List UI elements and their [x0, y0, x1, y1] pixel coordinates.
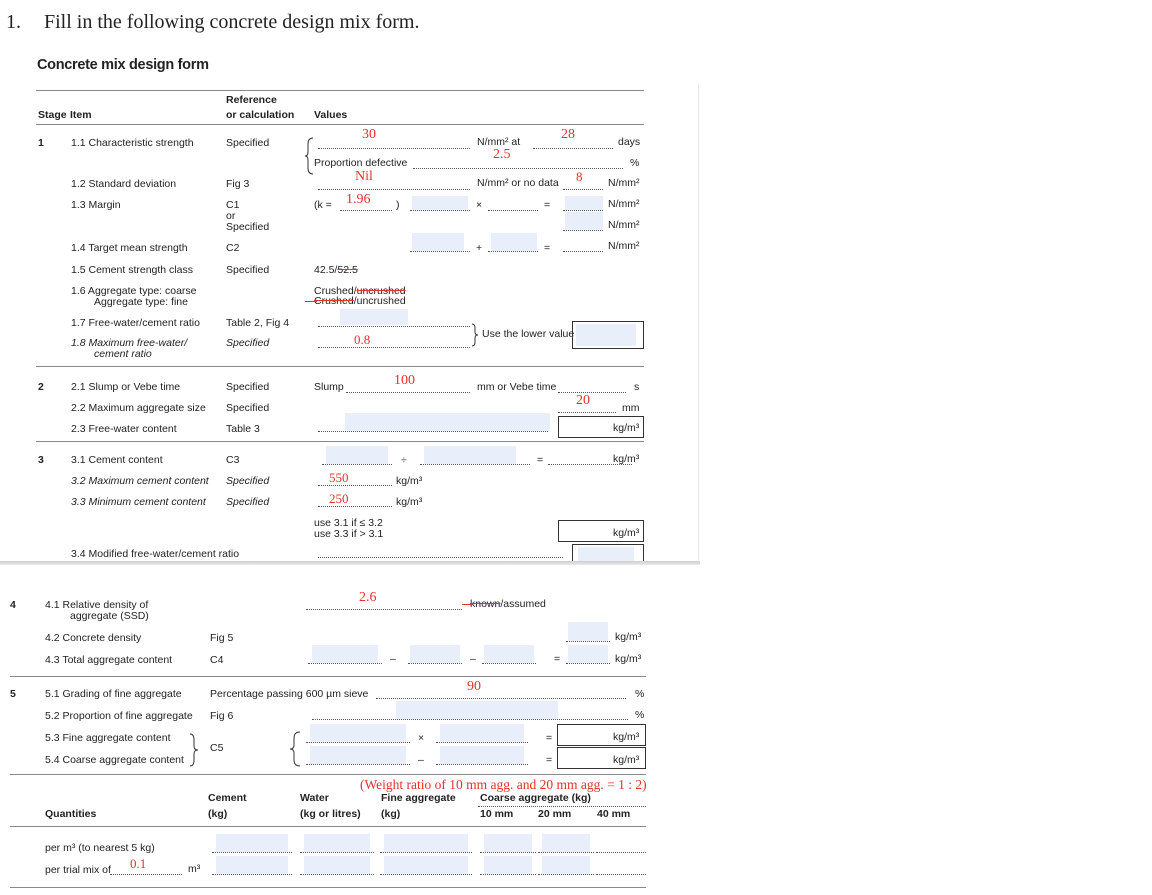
vebe-field[interactable]: [558, 392, 626, 393]
fine-content-field-1[interactable]: [306, 742, 410, 743]
stage-4-number: 4: [10, 599, 16, 611]
stage-2-rule: [36, 441, 644, 442]
grading-field[interactable]: [376, 698, 626, 699]
qty-trial-20-hl: [542, 856, 590, 874]
total-agg-field-2[interactable]: [408, 663, 462, 664]
total-agg-field-1[interactable]: [308, 663, 382, 664]
days-value: 28: [561, 127, 575, 142]
item-5-2-ref: Fig 6: [210, 710, 234, 722]
item-4-1-label-1: 4.1 Relative density of: [45, 599, 149, 611]
qty-cement-header: Cement: [208, 792, 247, 804]
grading-value: 90: [467, 679, 481, 694]
item-2-1-label: 2.1 Slump or Vebe time: [71, 381, 181, 393]
qty-per-m3-label: per m³ (to nearest 5 kg): [45, 842, 155, 854]
tms-hl-1: [412, 233, 464, 251]
std-dev-field[interactable]: [318, 189, 470, 190]
max-cement-unit: kg/m³: [396, 475, 423, 487]
cement-hl-2: [424, 446, 516, 464]
coarse-content-minus: –: [418, 754, 424, 766]
cement-div: ÷: [401, 454, 407, 466]
qty-trial-10[interactable]: [480, 874, 536, 875]
coarse-content-hl-1: [310, 746, 406, 764]
fine-type-strike: Crushed: [314, 295, 354, 307]
total-agg-hl-3: [484, 645, 534, 663]
cement-unit: kg/m³: [613, 453, 640, 465]
margin-result-field-2[interactable]: [563, 230, 603, 231]
qty-trial-m3: m³: [188, 863, 201, 875]
max-cement-field[interactable]: [318, 485, 392, 486]
tms-field-2[interactable]: [488, 251, 538, 252]
max-cement-value: 550: [329, 470, 349, 485]
item-3-2-label: 3.2 Maximum cement content: [71, 475, 209, 487]
free-water-field[interactable]: [318, 431, 548, 432]
margin-eq: =: [544, 199, 551, 211]
item-2-2-ref: Specified: [226, 402, 270, 414]
qty-water-unit: (kg or litres): [300, 808, 361, 820]
modified-ratio-field[interactable]: [318, 557, 563, 558]
k-open: (k =: [314, 199, 332, 211]
item-4-2-label: 4.2 Concrete density: [45, 632, 142, 644]
total-agg-unit: kg/m³: [615, 653, 642, 665]
item-4-2-ref: Fig 5: [210, 632, 234, 644]
defective-field[interactable]: [413, 168, 623, 169]
item-1-6-label-fine: Aggregate type: fine: [94, 296, 188, 308]
tms-hl-2: [491, 233, 537, 251]
item-1-5-ref: Specified: [226, 264, 270, 276]
item-2-1-ref: Specified: [226, 381, 270, 393]
fine-content-times: ×: [418, 732, 425, 744]
qty-trial-fine-hl: [384, 856, 468, 874]
qty-trial-volume[interactable]: [110, 874, 182, 875]
question-number: 1.: [6, 11, 21, 33]
item-2-3-label: 2.3 Free-water content: [71, 423, 177, 435]
fine-type: [314, 296, 406, 307]
use-rule-1: use 3.1 if ≤ 3.2: [314, 517, 383, 529]
lower-value-note: Use the lower value: [482, 328, 575, 340]
fine-type-keep: /uncrushed: [353, 295, 406, 307]
days-field[interactable]: [533, 148, 613, 149]
item-5-3-label: 5.3 Fine aggregate content: [45, 732, 171, 744]
cement-hl-1: [326, 446, 388, 464]
slump-value: 100: [394, 373, 415, 388]
fine-content-hl-2: [440, 724, 524, 742]
qty-fine-header: Fine aggregate: [381, 792, 456, 804]
use-rule-2: use 3.3 if > 3.1: [314, 528, 384, 540]
item-1-3-ref-c1: C1: [226, 199, 240, 211]
qty-header-rule: [10, 826, 646, 827]
item-1-8-ref: Specified: [226, 337, 270, 349]
fwc-ratio-field[interactable]: [318, 326, 470, 327]
brace-1-7: [470, 322, 480, 348]
tms-eq: =: [544, 242, 551, 254]
qty-fine-unit: (kg): [381, 808, 401, 820]
stage-5-number: 5: [10, 688, 16, 700]
item-1-6-label-coarse: 1.6 Aggregate type: coarse: [71, 285, 197, 297]
tms-field-1[interactable]: [410, 251, 470, 252]
cement-eq: =: [537, 454, 544, 466]
fwc-result-hl: [576, 324, 636, 346]
qty-m3-cement-hl: [216, 834, 288, 852]
rel-density-value: 2.6: [359, 590, 377, 605]
brace-5-right: [288, 730, 302, 768]
header-reference: Reference: [226, 94, 277, 106]
no-data-field[interactable]: [563, 189, 603, 190]
item-5-1-label: 5.1 Grading of fine aggregate: [45, 688, 182, 700]
total-agg-result-field[interactable]: [566, 663, 610, 664]
item-4-1-label-2: aggregate (SSD): [70, 610, 149, 622]
item-4-3-ref: C4: [210, 654, 224, 666]
defective-value: 2.5: [493, 147, 511, 162]
min-cement-field[interactable]: [318, 506, 392, 507]
margin-hl-1: [412, 196, 468, 210]
cement-class-keep: 42.5/: [314, 264, 338, 276]
total-agg-field-3[interactable]: [482, 663, 536, 664]
grading-pct: %: [635, 688, 645, 700]
item-1-3-ref-specified: Specified: [226, 221, 270, 233]
qty-m3-40[interactable]: [596, 852, 646, 853]
item-3-3-ref: Specified: [226, 496, 270, 508]
header-stage: Stage: [38, 109, 67, 121]
qty-coarse-header: Coarse aggregate (kg): [480, 792, 591, 804]
item-3-1-ref: C3: [226, 454, 240, 466]
margin-hl-2: [565, 196, 603, 210]
std-dev-value: Nil: [355, 169, 373, 184]
margin-unit: N/mm²: [608, 198, 640, 210]
qty-trial-fine[interactable]: [380, 874, 472, 875]
min-cement-unit: kg/m³: [396, 496, 423, 508]
item-1-1-label: 1.1 Characteristic strength: [71, 137, 194, 149]
max-fwc-value: 0.8: [354, 332, 371, 347]
proportion-defective-label: Proportion defective: [314, 157, 408, 169]
cement-field-1[interactable]: [322, 464, 392, 465]
max-agg-field[interactable]: [558, 412, 616, 413]
modified-ratio-hl: [578, 547, 634, 561]
brace-1-1: [303, 136, 315, 176]
stage-3-number: 3: [38, 454, 44, 466]
days-label: days: [618, 136, 641, 148]
coarse-content-field-2[interactable]: [436, 764, 528, 765]
fine-content-unit: kg/m³: [613, 731, 640, 743]
margin-field-1[interactable]: [410, 210, 470, 211]
fine-content-field-2[interactable]: [436, 742, 528, 743]
item-3-3-label: 3.3 Minimum cement content: [71, 496, 206, 508]
qty-water-header: Water: [300, 792, 329, 804]
item-3-1-label: 3.1 Cement content: [71, 454, 163, 466]
margin-unit-2: N/mm²: [608, 219, 640, 231]
qty-10mm: 10 mm: [480, 808, 514, 820]
qty-trial-water-hl: [304, 856, 370, 874]
qty-m3-10[interactable]: [480, 852, 536, 853]
coarse-content-eq: =: [546, 754, 553, 766]
item-1-4-ref: C2: [226, 242, 240, 254]
margin-times: ×: [476, 199, 483, 211]
density-hl: [568, 622, 608, 641]
qty-m3-10-hl: [484, 834, 532, 852]
item-1-5-label: 1.5 Cement strength class: [71, 264, 193, 276]
item-1-3-label: 1.3 Margin: [71, 199, 121, 211]
total-agg-minus-1: –: [390, 653, 396, 665]
form-title: Concrete mix design form: [37, 57, 209, 73]
item-1-2-ref: Fig 3: [226, 178, 250, 190]
min-cement-value: 250: [329, 491, 349, 506]
item-2-3-ref: Table 3: [226, 423, 260, 435]
item-3-2-ref: Specified: [226, 475, 270, 487]
brace-5-left: [188, 732, 200, 768]
fine-prop-hl: [396, 701, 558, 719]
known-strike: known: [470, 598, 501, 610]
item-1-8-label-1: 1.8 Maximum free-water/: [71, 337, 188, 349]
vebe-s: s: [634, 381, 640, 393]
qty-trial-20[interactable]: [538, 874, 594, 875]
k-value: 1.96: [346, 192, 371, 207]
qty-trial-cement[interactable]: [212, 874, 292, 875]
margin-field-2[interactable]: [488, 210, 538, 211]
total-agg-eq: =: [554, 653, 561, 665]
qty-trial-10-hl: [484, 856, 532, 874]
fine-prop-pct: %: [635, 709, 645, 721]
weight-ratio-note: (Weight ratio of 10 mm agg. and 20 mm agg. = 1 : 2): [360, 777, 647, 792]
item-1-1-ref: Specified: [226, 137, 270, 149]
std-dev-unit: N/mm² or no data: [477, 177, 559, 189]
qty-trial-40[interactable]: [596, 874, 646, 875]
rel-density-basis: [470, 599, 546, 610]
assumed-label: /assumed: [500, 598, 546, 610]
strength-unit: N/mm² at: [477, 136, 521, 148]
k-close: ): [396, 199, 400, 211]
item-1-2-label: 1.2 Standard deviation: [71, 178, 177, 190]
max-agg-unit: mm: [622, 402, 640, 414]
fine-content-eq: =: [546, 732, 553, 744]
slump-field[interactable]: [346, 392, 470, 393]
fine-prop-field[interactable]: [312, 719, 628, 720]
fine-content-hl-1: [310, 724, 406, 742]
fwc-hl: [340, 309, 408, 325]
margin-hl-3: [565, 212, 603, 230]
item-5-4-label: 5.4 Coarse aggregate content: [45, 754, 184, 766]
scan-seam: [0, 561, 700, 565]
qty-trial-value: 0.1: [130, 856, 147, 871]
item-4-3-label: 4.3 Total aggregate content: [45, 654, 173, 666]
margin-result-field[interactable]: [563, 210, 603, 211]
item-5-1-ref: Percentage passing 600 µm sieve: [210, 688, 369, 700]
coarse-content-hl-2: [440, 746, 524, 764]
qty-trial-water[interactable]: [300, 874, 374, 875]
no-data-unit: N/mm²: [608, 177, 640, 189]
scan-edge: [698, 84, 699, 562]
k-field[interactable]: [340, 210, 392, 211]
qty-m3-fine[interactable]: [380, 852, 472, 853]
total-agg-hl-4: [568, 645, 608, 663]
cement-class-strike: 52.5: [337, 264, 358, 276]
rel-density-field[interactable]: [306, 609, 462, 610]
fine-type-mark: [305, 301, 317, 302]
question-text: Fill in the following concrete design mix form.: [44, 11, 420, 33]
total-agg-hl-2: [410, 645, 460, 663]
qty-m3-20[interactable]: [538, 852, 594, 853]
header-values: Values: [314, 109, 348, 121]
qty-coarse-rule: [478, 806, 646, 807]
qty-trial-cement-hl: [216, 856, 288, 874]
density-unit: kg/m³: [615, 631, 642, 643]
item-1-7-label: 1.7 Free-water/cement ratio: [71, 317, 200, 329]
stage-1-number: 1: [38, 137, 44, 149]
tms-result-field[interactable]: [563, 251, 603, 252]
max-agg-value: 20: [576, 393, 590, 408]
strength-value: 30: [362, 127, 376, 142]
qty-cement-unit: (kg): [208, 808, 228, 820]
defective-pct: %: [630, 157, 640, 169]
item-5-ref-c5: C5: [210, 742, 224, 754]
qty-m3-20-hl: [542, 834, 590, 852]
cement-field-2[interactable]: [420, 464, 530, 465]
free-water-unit: kg/m³: [613, 422, 640, 434]
max-fwc-field[interactable]: [318, 347, 470, 348]
coarse-type-keep: Crushed/: [314, 285, 357, 297]
total-agg-minus-2: –: [470, 653, 476, 665]
qty-title: Quantities: [45, 808, 97, 820]
known-mark: [462, 604, 472, 605]
item-2-2-label: 2.2 Maximum aggregate size: [71, 402, 206, 414]
tms-unit: N/mm²: [608, 240, 640, 252]
item-3-4-label: 3.4 Modified free-water/cement ratio: [71, 548, 240, 560]
stage-2-number: 2: [38, 381, 44, 393]
qty-trial-label: per trial mix of: [45, 864, 111, 876]
header-item: Item: [70, 109, 92, 121]
header-calculation: or calculation: [226, 109, 295, 121]
qty-20mm: 20 mm: [538, 808, 572, 820]
total-agg-hl-1: [312, 645, 378, 663]
item-5-2-label: 5.2 Proportion of fine aggregate: [45, 710, 193, 722]
item-1-3-ref-or: or: [226, 210, 236, 222]
item-1-8-label-2: cement ratio: [94, 348, 152, 360]
qty-bottom-rule: [10, 887, 646, 888]
coarse-content-field-1[interactable]: [306, 764, 410, 765]
header-rule: [36, 124, 644, 125]
cement-use-unit: kg/m³: [613, 527, 640, 539]
stage-4-rule: [10, 676, 646, 677]
free-water-hl: [345, 413, 550, 431]
top-rule: [36, 90, 644, 91]
qty-40mm: 40 mm: [597, 808, 631, 820]
coarse-type-strike: uncrushed: [356, 285, 406, 297]
slump-label: Slump: [314, 381, 344, 393]
density-field[interactable]: [566, 641, 610, 642]
qty-m3-water[interactable]: [300, 852, 374, 853]
slump-unit: mm or Vebe time: [477, 381, 557, 393]
stage-1-rule: [36, 366, 644, 367]
item-1-7-ref: Table 2, Fig 4: [226, 317, 290, 329]
stage-5-rule: [10, 774, 646, 775]
strength-field[interactable]: [318, 148, 470, 149]
tms-plus: +: [476, 242, 483, 254]
qty-m3-water-hl: [304, 834, 370, 852]
no-data-value: 8: [576, 169, 583, 184]
qty-m3-fine-hl: [384, 834, 468, 852]
item-1-4-label: 1.4 Target mean strength: [71, 242, 188, 254]
qty-m3-cement[interactable]: [212, 852, 292, 853]
coarse-content-unit: kg/m³: [613, 754, 640, 766]
cement-class: [314, 265, 358, 276]
